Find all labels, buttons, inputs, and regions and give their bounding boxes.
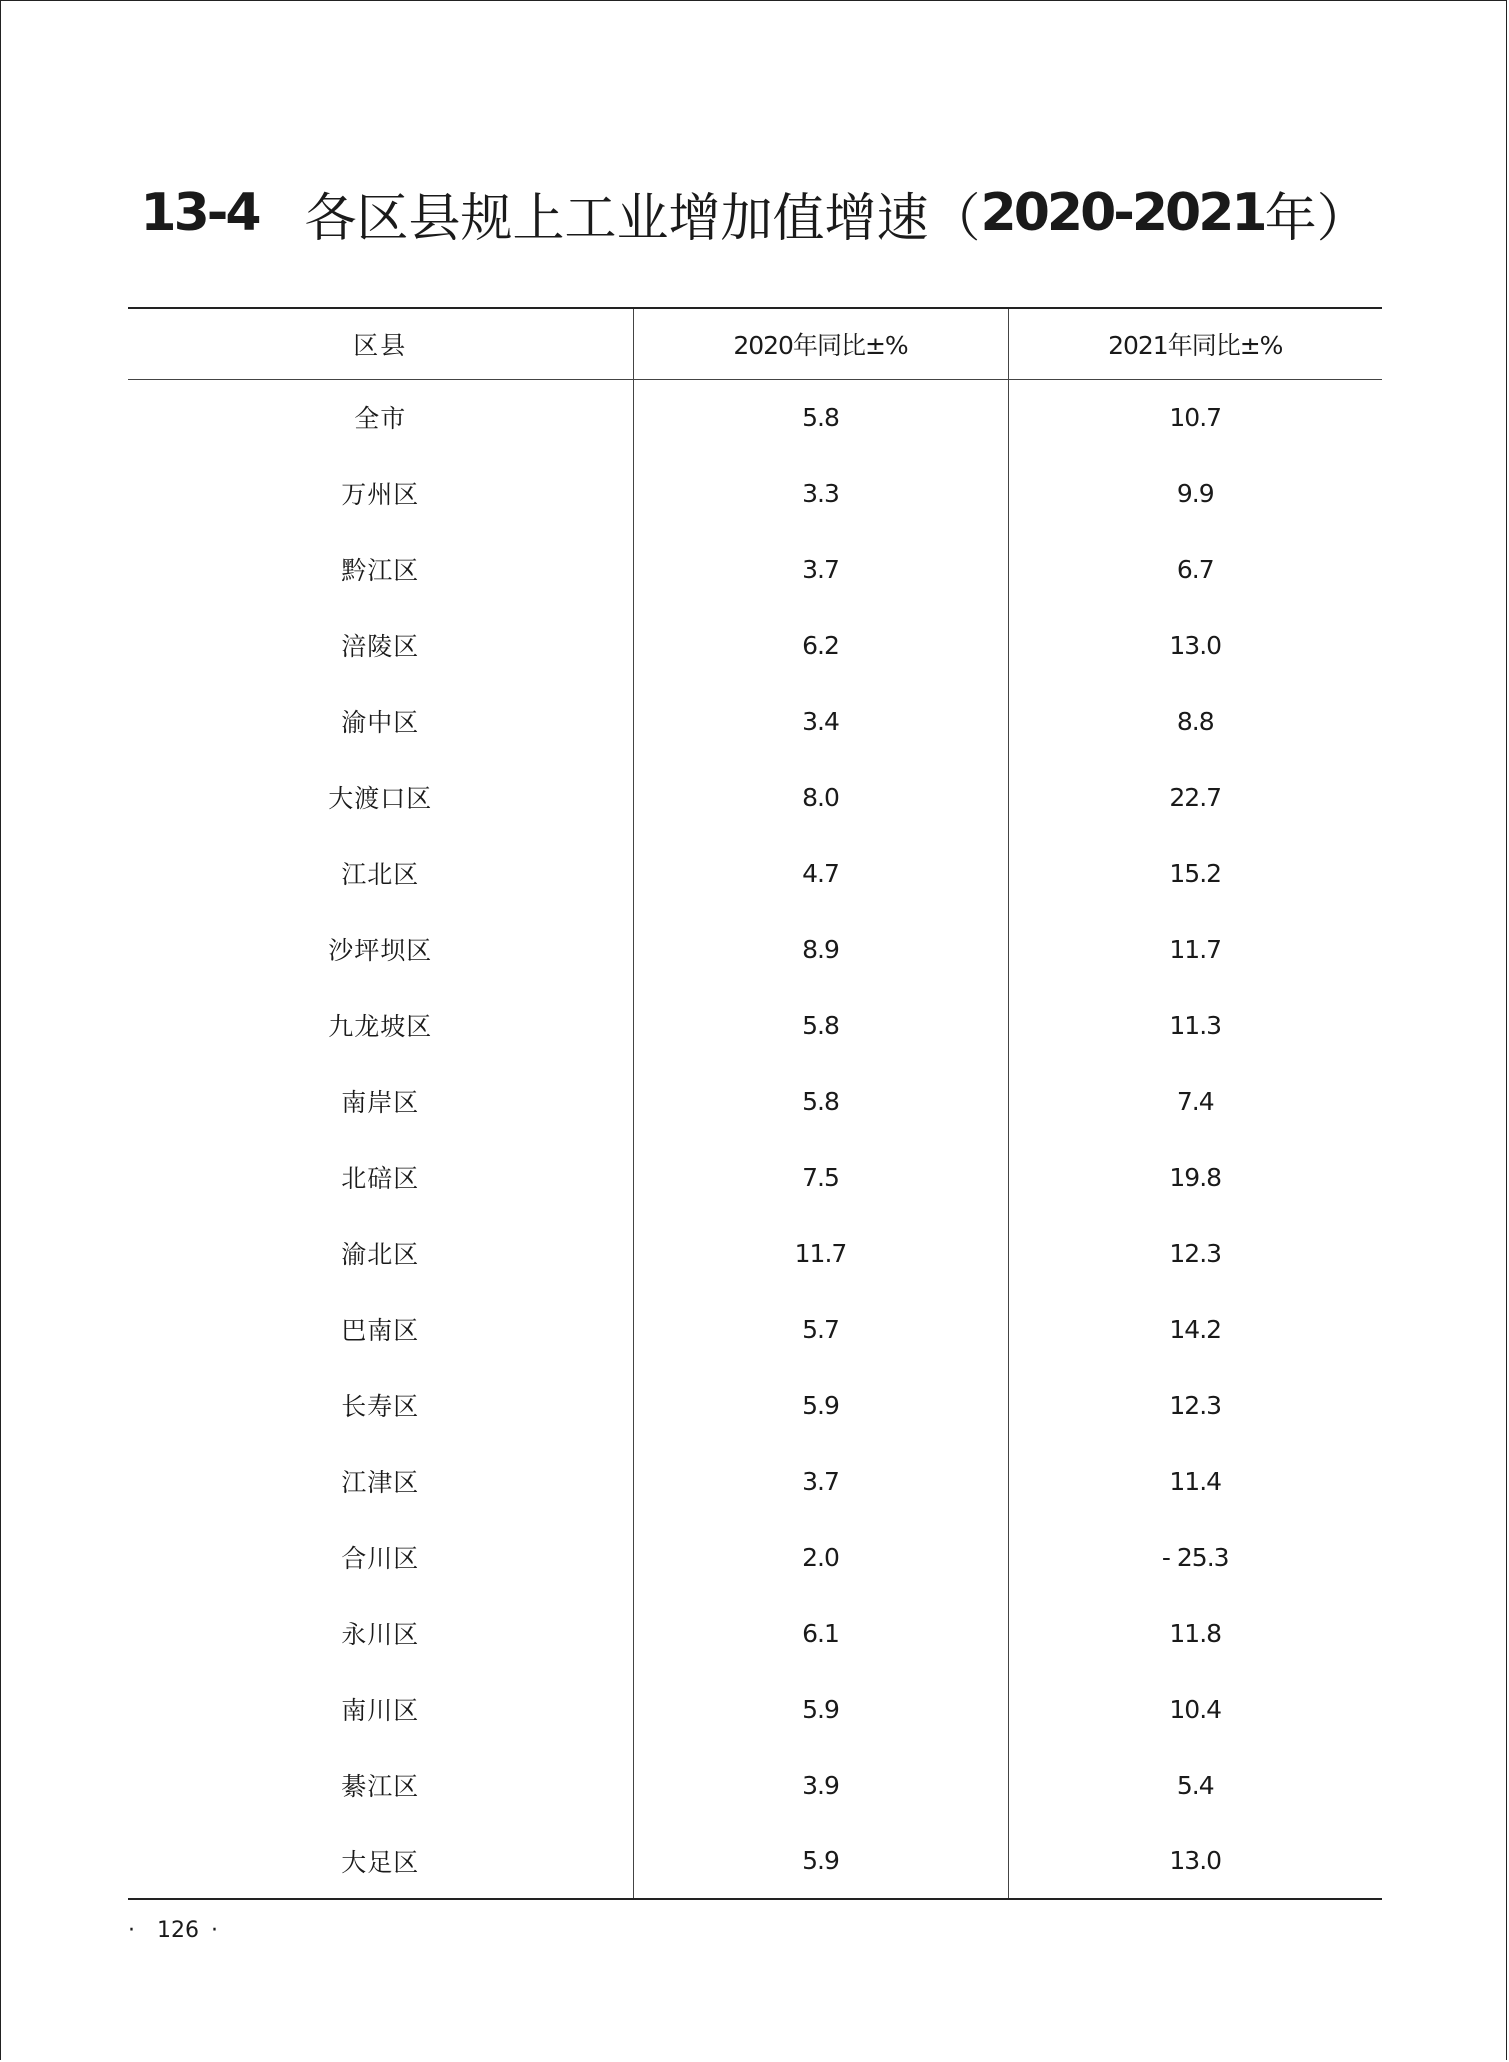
district-cell: 北碚区 [341,1164,420,1193]
value-2020-cell: 6.2 [633,607,1008,683]
table-row [128,1139,1382,1215]
district-cell: 南川区 [341,1696,420,1725]
value-2021-cell: 14.2 [1008,1291,1382,1367]
value-2020-cell: 5.8 [633,379,1008,455]
table-row [128,1519,1382,1595]
district-cell: 江津区 [341,1468,420,1497]
value-2020-cell: 5.7 [633,1291,1008,1367]
value-2020-cell: 7.5 [633,1139,1008,1215]
title-suffix: 年） [1264,188,1369,249]
table-row [128,1595,1382,1671]
value-2021-cell: 11.7 [1008,911,1382,987]
value-2021-cell: 13.0 [1008,607,1382,683]
value-2021-cell: 9.9 [1008,455,1382,531]
district-cell: 长寿区 [341,1392,420,1421]
district-cell: 江北区 [341,860,420,889]
district-cell: 全市 [354,404,407,434]
table-row [128,759,1382,835]
district-cell: 渝中区 [341,708,420,737]
district-cell: 九龙坡区 [328,1012,433,1041]
district-cell: 綦江区 [341,1772,420,1801]
header-2021: 2021年同比±% [1008,308,1382,379]
page-number-dot-right: · [211,1918,218,1943]
table-row [128,835,1382,911]
value-2021-cell: 12.3 [1008,1367,1382,1443]
table-row [128,1063,1382,1139]
table-row [128,1747,1382,1823]
value-2021-cell: 11.3 [1008,987,1382,1063]
page-title [0,178,1509,248]
district-cell: 南岸区 [341,1088,420,1117]
value-2021-cell: 13.0 [1008,1823,1382,1899]
table-row [128,911,1382,987]
district-cell: 永川区 [341,1620,420,1649]
table-row [128,1215,1382,1291]
value-2020-cell: 4.7 [633,835,1008,911]
value-2021-cell: 10.7 [1008,379,1382,455]
header-district: 区县 [353,330,408,360]
value-2021-cell: 12.3 [1008,1215,1382,1291]
table-row [128,531,1382,607]
value-2021-cell: 10.4 [1008,1671,1382,1747]
value-2020-cell: 2.0 [633,1519,1008,1595]
district-cell: 大足区 [341,1847,420,1877]
value-2020-cell: 8.9 [633,911,1008,987]
value-2021-cell: 7.4 [1008,1063,1382,1139]
table-row [128,607,1382,683]
title-years: 2020-2021 [980,183,1265,243]
table-number: 13-4 [140,183,259,243]
district-cell: 黔江区 [341,556,420,585]
value-2020-cell: 5.9 [633,1367,1008,1443]
value-2020-cell: 3.4 [633,683,1008,759]
value-2021-cell: 6.7 [1008,531,1382,607]
table-row [128,987,1382,1063]
table-row [128,455,1382,531]
table-row [128,379,1382,455]
value-2021-cell: 5.4 [1008,1747,1382,1823]
value-2020-cell: 11.7 [633,1215,1008,1291]
value-2021-cell: 19.8 [1008,1139,1382,1215]
title-text: 各区县规上工业增加值增速（ [304,188,981,249]
value-2020-cell: 3.7 [633,1443,1008,1519]
page-number-text: 126 [157,1918,199,1943]
value-2020-cell: 6.1 [633,1595,1008,1671]
value-2020-cell: 8.0 [633,759,1008,835]
value-2021-cell: 22.7 [1008,759,1382,835]
page-number-dot-left: · [128,1918,135,1943]
value-2020-cell: 3.3 [633,455,1008,531]
header-2020: 2020年同比±% [633,308,1008,379]
district-cell: 大渡口区 [328,784,433,813]
district-cell: 渝北区 [341,1240,420,1269]
value-2021-cell: 11.8 [1008,1595,1382,1671]
district-cell: 合川区 [341,1544,420,1573]
value-2020-cell: 3.7 [633,531,1008,607]
district-cell: 沙坪坝区 [328,936,433,965]
table-row [128,1291,1382,1367]
table-row [128,1823,1382,1899]
table-row [128,1443,1382,1519]
value-2021-cell: 11.4 [1008,1443,1382,1519]
growth-table [128,307,1382,1900]
table-row [128,1367,1382,1443]
district-cell: 涪陵区 [341,632,420,661]
table-row [128,683,1382,759]
value-2020-cell: 5.9 [633,1671,1008,1747]
value-2020-cell: 3.9 [633,1747,1008,1823]
value-2020-cell: 5.9 [633,1823,1008,1899]
value-2021-cell: - 25.3 [1008,1519,1382,1595]
page-number [128,1918,218,1943]
value-2021-cell: 8.8 [1008,683,1382,759]
district-cell: 巴南区 [341,1316,420,1345]
value-2021-cell: 15.2 [1008,835,1382,911]
value-2020-cell: 5.8 [633,1063,1008,1139]
district-cell: 万州区 [341,480,420,509]
header-row [128,308,1382,379]
value-2020-cell: 5.8 [633,987,1008,1063]
table-row [128,1671,1382,1747]
